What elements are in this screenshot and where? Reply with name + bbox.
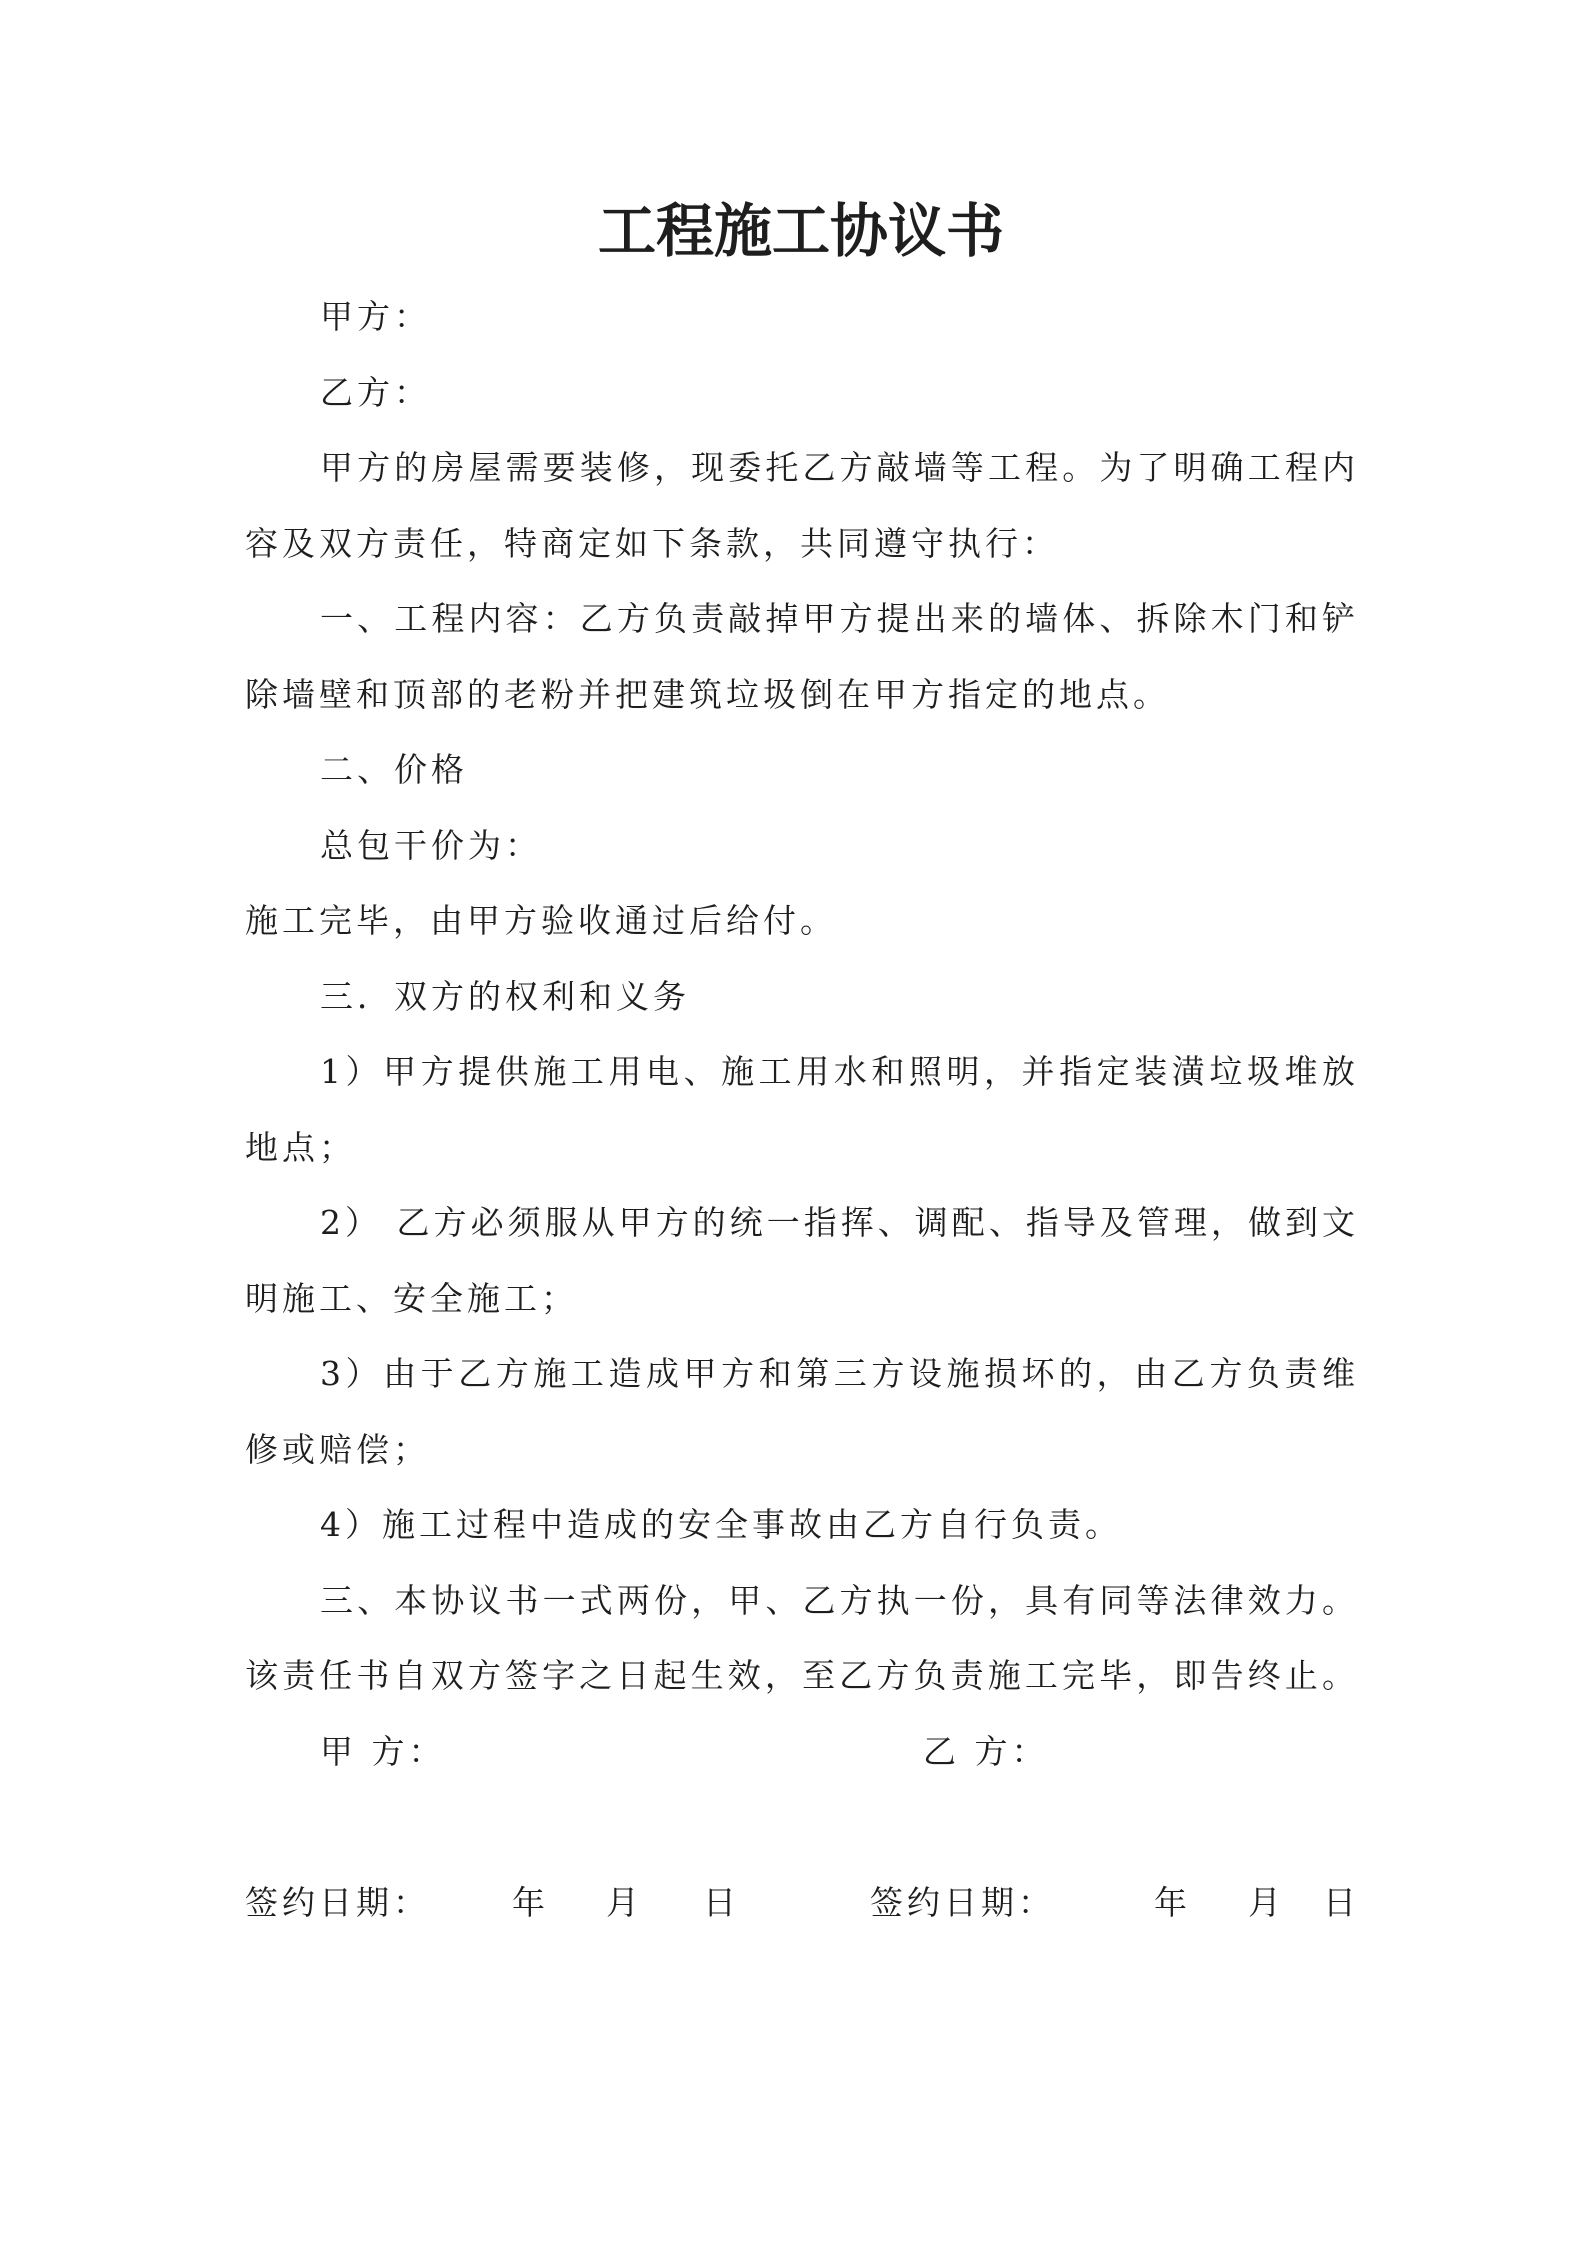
duty-item-line: 明施工、安全施工；	[245, 1278, 578, 1318]
clause-3-heading: 三．双方的权利和义务	[320, 976, 690, 1016]
total-price-line: 总包干价为：	[320, 825, 542, 865]
spacer	[245, 1789, 1357, 1865]
duty-item-line: 4）施工过程中造成的安全事故由乙方自行负责。	[320, 1505, 1122, 1544]
party-b-line: 乙方：	[320, 372, 431, 412]
right-date-label: 签约日期：	[870, 1882, 1055, 1922]
left-date-year: 年	[512, 1882, 545, 1922]
duty-item-line: 修或赔偿；	[245, 1429, 430, 1469]
duty-item-line: 2） 乙方必须服从甲方的统一指挥、调配、指导及管理，做到文	[320, 1203, 1357, 1242]
duty-item-line: 1）甲方提供施工用电、施工用水和照明，并指定装潢垃圾堆放	[320, 1052, 1357, 1091]
left-date-label: 签约日期：	[245, 1882, 430, 1922]
party-b-signature-label: 乙 方：	[923, 1731, 1049, 1771]
intro-line: 甲方的房屋需要装修，现委托乙方敲墙等工程。为了明确工程内	[320, 448, 1357, 487]
left-date-month: 月	[606, 1882, 639, 1922]
right-date-year: 年	[1154, 1882, 1187, 1922]
document-title: 工程施工协议书	[597, 197, 1004, 265]
party-a-signature-label: 甲 方：	[320, 1731, 446, 1771]
signature-parties-row	[245, 1714, 1357, 1790]
right-date-month: 月	[1248, 1882, 1281, 1922]
right-date-day: 日	[1323, 1882, 1356, 1922]
left-date-day: 日	[703, 1882, 736, 1922]
clause-4-line: 该责任书自双方签字之日起生效，至乙方负责施工完毕，即告终止。	[245, 1656, 1357, 1695]
clause-1-line: 一、工程内容：乙方负责敲掉甲方提出来的墙体、拆除木门和铲	[320, 599, 1357, 638]
duty-item-line: 地点；	[245, 1127, 356, 1167]
intro-line: 容及双方责任，特商定如下条款，共同遵守执行：	[245, 523, 1059, 563]
clause-2-heading: 二、价格	[320, 750, 468, 789]
duty-item-line: 3）由于乙方施工造成甲方和第三方设施损坏的，由乙方负责维	[320, 1354, 1357, 1393]
party-a-line: 甲方：	[320, 297, 431, 336]
document-body	[245, 279, 1357, 1940]
payment-line: 施工完毕，由甲方验收通过后给付。	[245, 901, 837, 940]
clause-4-line: 三、本协议书一式两份，甲、乙方执一份，具有同等法律效力。	[320, 1580, 1357, 1620]
signing-date-row	[245, 1865, 1357, 1941]
clause-1-line: 除墙壁和顶部的老粉并把建筑垃圾倒在甲方指定的地点。	[245, 674, 1170, 714]
